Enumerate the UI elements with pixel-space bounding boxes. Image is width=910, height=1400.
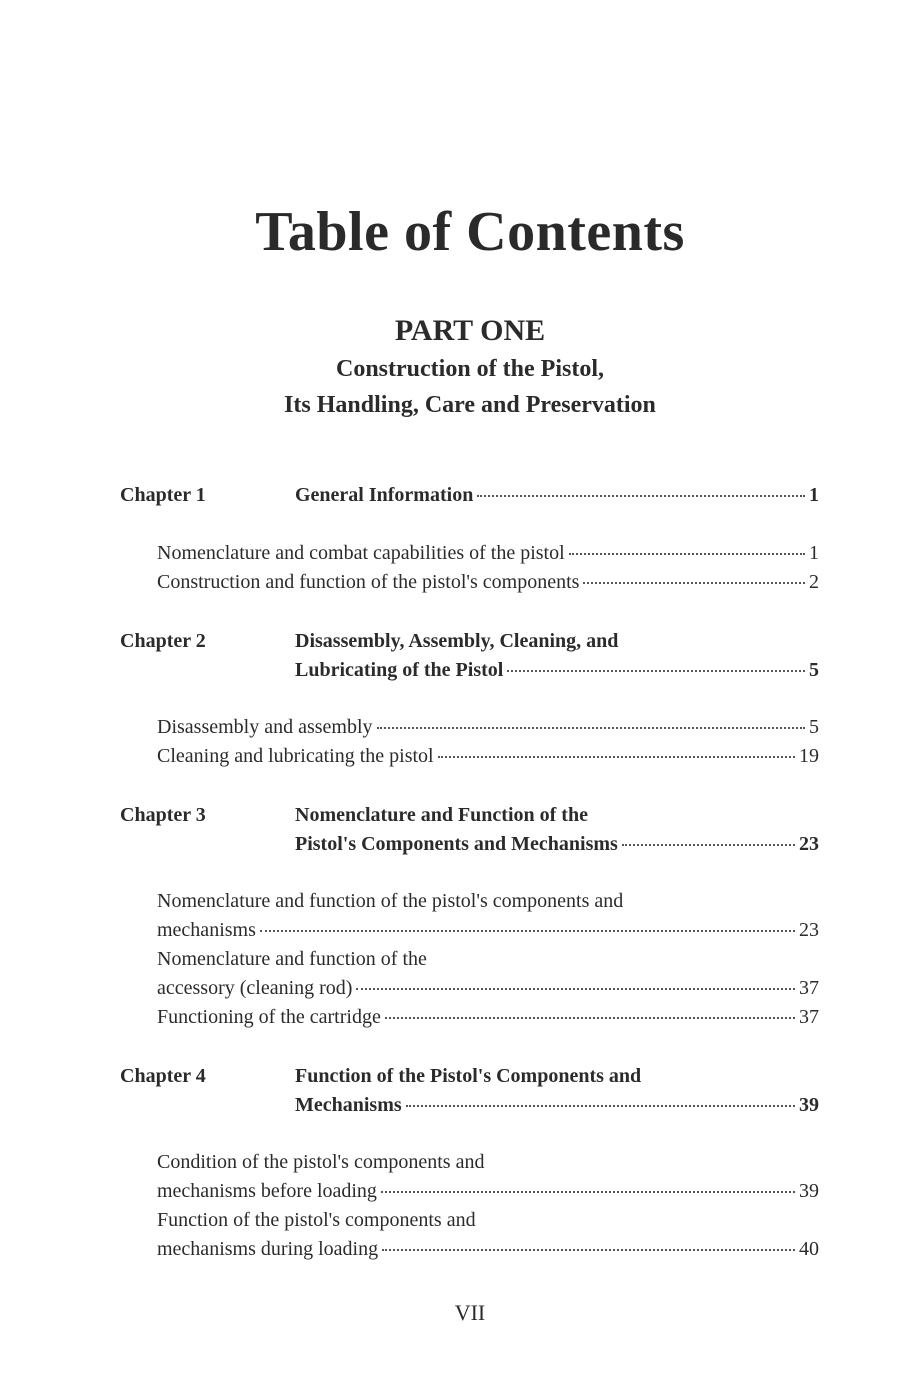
part-subtitle-line-2: Its Handling, Care and Preservation: [284, 392, 656, 418]
page-ref: 5: [809, 659, 819, 681]
chapter-2-title-line-1[interactable]: [295, 630, 819, 653]
dot-leader: [381, 1191, 795, 1193]
dot-leader: [385, 1017, 795, 1019]
section-entry[interactable]: [157, 1180, 819, 1203]
chapter-2-entry[interactable]: [295, 659, 819, 682]
chapter-3-entry[interactable]: [295, 833, 819, 856]
section-entry-line-1[interactable]: [157, 1151, 819, 1174]
section-title-line: Condition of the pistol's components and: [157, 1151, 485, 1173]
chapter-4-label: Chapter 4: [120, 1065, 206, 1087]
page-ref: 23: [799, 919, 819, 941]
part-subtitle-line-1: Construction of the Pistol,: [336, 356, 604, 382]
part-heading: PART ONE: [394, 314, 546, 347]
section-entry[interactable]: [157, 716, 819, 739]
page-ref: 1: [809, 542, 819, 564]
chapter-title-line: Disassembly, Assembly, Cleaning, and: [295, 630, 619, 652]
section-title-line: Function of the pistol's components and: [157, 1209, 476, 1231]
section-title-line: mechanisms: [157, 919, 256, 941]
section-title-line: Nomenclature and combat capabilities of the pistol: [157, 542, 565, 564]
chapter-title-line: Lubricating of the Pistol: [295, 659, 504, 681]
chapter-1-label: Chapter 1: [120, 484, 206, 506]
chapter-title-line: Function of the Pistol's Components and: [295, 1065, 642, 1087]
page-title: Table of Contents: [255, 201, 685, 263]
dot-leader: [356, 988, 795, 990]
dot-leader: [382, 1249, 795, 1251]
section-title-line: mechanisms before loading: [157, 1180, 377, 1202]
section-entry[interactable]: [157, 919, 819, 942]
page-ref: 39: [799, 1094, 819, 1116]
section-entry[interactable]: [157, 1238, 819, 1261]
chapter-4-title-line-1[interactable]: [295, 1065, 819, 1088]
page-ref: 5: [809, 716, 819, 738]
page-ref: 23: [799, 833, 819, 855]
section-entry-line-1[interactable]: [157, 948, 819, 971]
section-title-line: Nomenclature and function of the pistol's components and: [157, 890, 624, 912]
chapter-title-line: General Information: [295, 484, 474, 506]
dot-leader: [569, 553, 805, 555]
page-ref: 37: [799, 1006, 819, 1028]
section-title-line: mechanisms during loading: [157, 1238, 379, 1260]
section-entry[interactable]: [157, 542, 819, 565]
dot-leader: [438, 756, 795, 758]
dot-leader: [260, 930, 795, 932]
chapter-3-label: Chapter 3: [120, 804, 206, 826]
section-entry-line-1[interactable]: [157, 890, 819, 913]
section-title-line: Functioning of the cartridge: [157, 1006, 381, 1028]
chapter-1-entry[interactable]: [295, 484, 819, 507]
section-title-line: Nomenclature and function of the: [157, 948, 427, 970]
dot-leader: [583, 582, 805, 584]
page-ref: 39: [799, 1180, 819, 1202]
dot-leader: [477, 495, 805, 497]
section-entry[interactable]: [157, 977, 819, 1000]
page-ref: 37: [799, 977, 819, 999]
dot-leader: [377, 727, 805, 729]
chapter-title-line: Mechanisms: [295, 1094, 402, 1116]
section-entry[interactable]: [157, 745, 819, 768]
page-ref: 1: [809, 484, 819, 506]
page-ref: 19: [799, 745, 819, 767]
dot-leader: [507, 670, 805, 672]
section-entry-line-1[interactable]: [157, 1209, 819, 1232]
section-entry[interactable]: [157, 571, 819, 594]
section-title-line: Construction and function of the pistol's components: [157, 571, 580, 593]
dot-leader: [622, 844, 795, 846]
dot-leader: [406, 1105, 795, 1107]
section-entry[interactable]: [157, 1006, 819, 1029]
chapter-3-title-line-1[interactable]: [295, 804, 819, 827]
section-title-line: accessory (cleaning rod): [157, 977, 353, 999]
chapter-title-line: Pistol's Components and Mechanisms: [295, 833, 618, 855]
section-title-line: Disassembly and assembly: [157, 716, 373, 738]
chapter-2-label: Chapter 2: [120, 630, 206, 652]
page-number: VII: [454, 1300, 486, 1325]
section-title-line: Cleaning and lubricating the pistol: [157, 745, 434, 767]
page-ref: 40: [799, 1238, 819, 1260]
page-ref: 2: [809, 571, 819, 593]
chapter-title-line: Nomenclature and Function of the: [295, 804, 588, 826]
chapter-4-entry[interactable]: [295, 1094, 819, 1117]
